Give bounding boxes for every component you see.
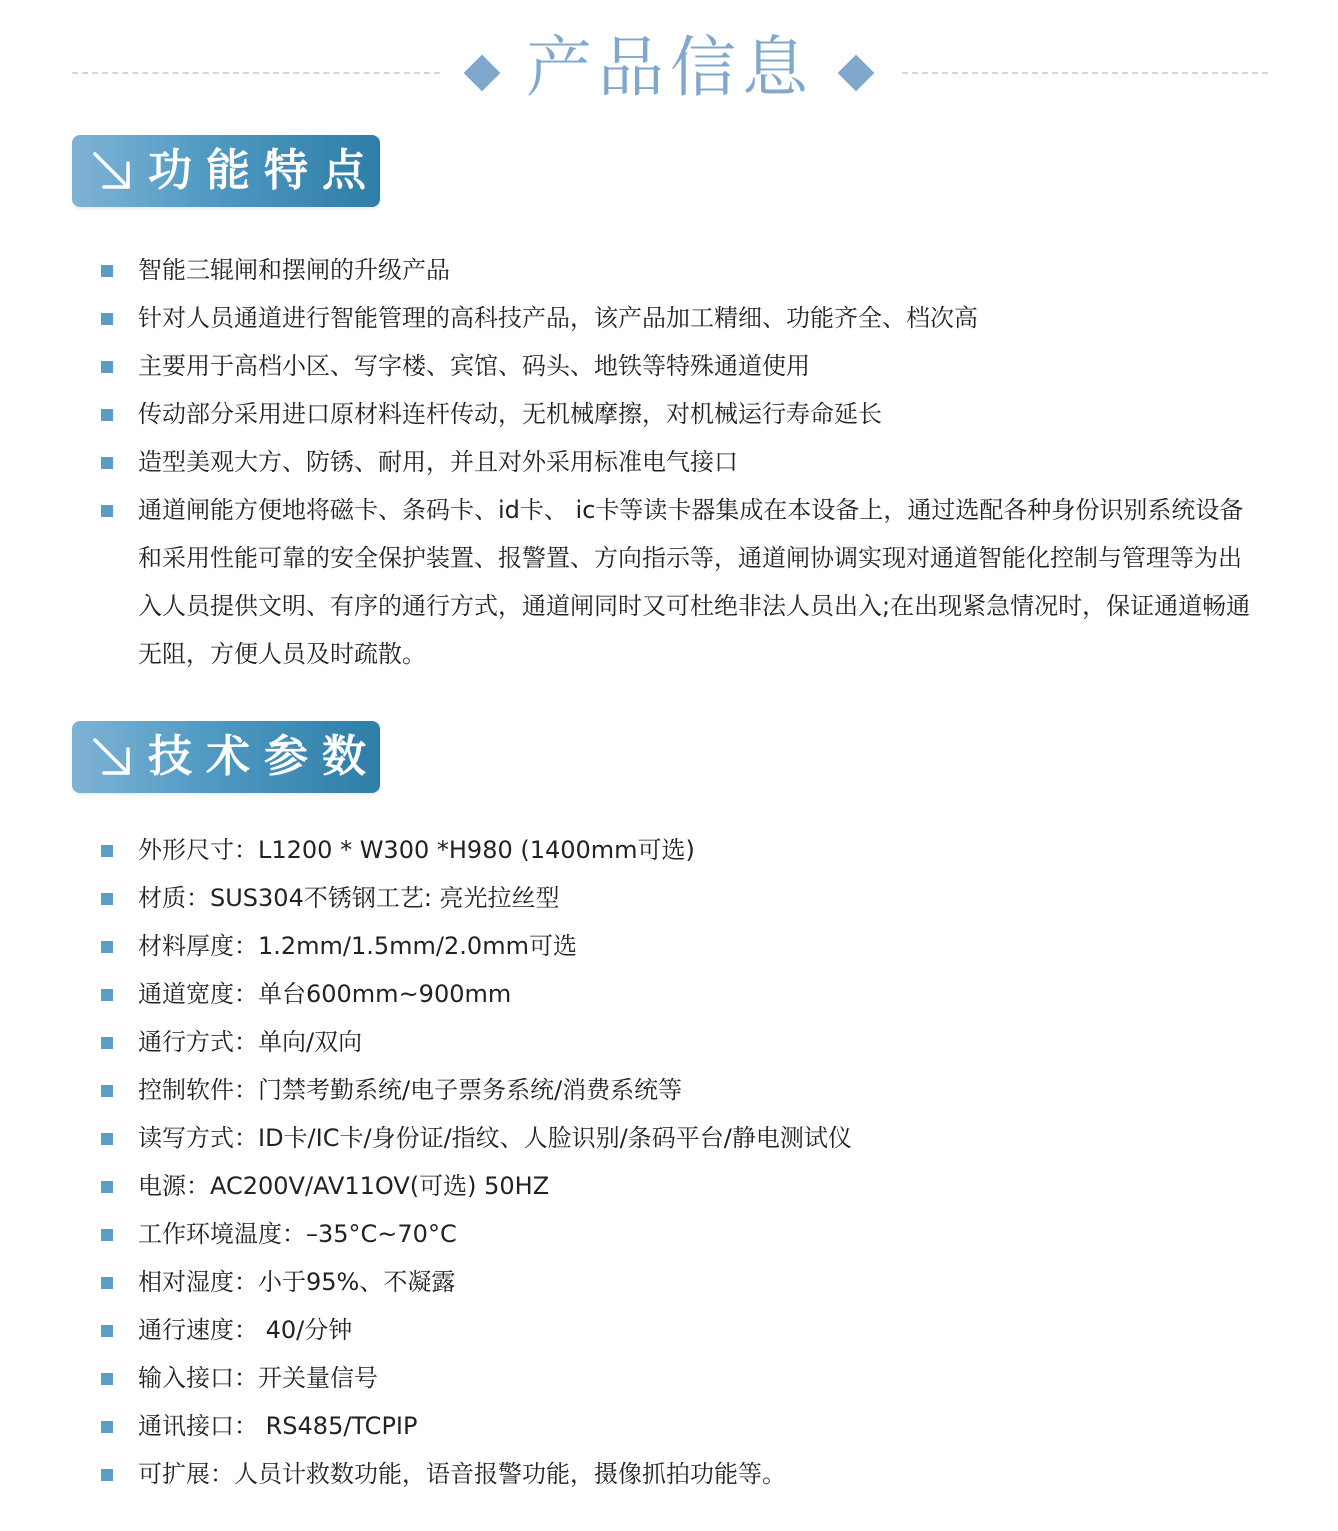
list-item: 通道闸能方便地将磁卡、条码卡、id卡、 ic卡等读卡器集成在本设备上，通过选配各种身份识别系统设备和采用性能可靠的安全保护装置、报警置、方向指示等，通道闸协调实现对通道智能化控制与管理等为出入人员提供文明、有序的通行方式，通道闸同时又可杜绝非法人员出入;在出现紧急情况时，保证通道畅通无阻，方便人员及时疏散。	[100, 486, 1260, 678]
list-item: 造型美观大方、防锈、耐用，并且对外采用标准电气接口	[100, 438, 1260, 486]
square-bullet-icon	[101, 505, 113, 517]
list-item: 控制软件：门禁考勤系统/电子票务系统/消费系统等	[100, 1066, 1260, 1114]
list-item: 传动部分采用进口原材料连杆传动，无机械摩擦，对机械运行寿命延长	[100, 390, 1260, 438]
square-bullet-icon	[101, 1421, 113, 1433]
square-bullet-icon	[101, 1373, 113, 1385]
list-item: 针对人员通道进行智能管理的高科技产品，该产品加工精细、功能齐全、档次高	[100, 294, 1260, 342]
specs-section-title: 技术参数	[148, 731, 380, 782]
list-item: 通行方式：单向/双向	[100, 1018, 1260, 1066]
square-bullet-icon	[101, 893, 113, 905]
arrow-down-right-icon	[90, 735, 134, 779]
square-bullet-icon	[101, 265, 113, 277]
square-bullet-icon	[101, 1277, 113, 1289]
list-item: 材质：SUS304不锈钢工艺: 亮光拉丝型	[100, 874, 1260, 922]
list-item: 相对湿度：小于95%、不凝露	[100, 1258, 1260, 1306]
list-item: 工作环境温度：–35°C~70°C	[100, 1210, 1260, 1258]
square-bullet-icon	[101, 1133, 113, 1145]
square-bullet-icon	[101, 409, 113, 421]
list-item: 输入接口：开关量信号	[100, 1354, 1260, 1402]
title-divider-right	[902, 72, 1268, 74]
list-item: 通行速度： 40/分钟	[100, 1306, 1260, 1354]
specs-list	[100, 826, 1260, 1498]
list-item: 材料厚度：1.2mm/1.5mm/2.0mm可选	[100, 922, 1260, 970]
square-bullet-icon	[101, 361, 113, 373]
square-bullet-icon	[101, 989, 113, 1001]
page-title: 产品信息	[526, 29, 814, 106]
square-bullet-icon	[101, 941, 113, 953]
square-bullet-icon	[101, 1469, 113, 1481]
diamond-icon-left	[464, 55, 501, 92]
square-bullet-icon	[101, 1037, 113, 1049]
list-item: 可扩展：人员计救数功能，语音报警功能，摄像抓拍功能等。	[100, 1450, 1260, 1498]
title-divider-left	[72, 72, 440, 74]
page-title-banner	[0, 22, 1338, 122]
list-item: 智能三辊闸和摆闸的升级产品	[100, 246, 1260, 294]
square-bullet-icon	[101, 1181, 113, 1193]
features-list	[100, 246, 1260, 678]
list-item: 读写方式：ID卡/IC卡/身份证/指纹、人脸识别/条码平台/静电测试仪	[100, 1114, 1260, 1162]
features-section-header	[72, 135, 380, 207]
list-item: 电源：AC200V/AV11OV(可选) 50HZ	[100, 1162, 1260, 1210]
list-item: 外形尺寸：L1200 * W300 *H980 (1400mm可选)	[100, 826, 1260, 874]
arrow-down-right-icon	[90, 149, 134, 193]
specs-section-header	[72, 721, 380, 793]
square-bullet-icon	[101, 1325, 113, 1337]
square-bullet-icon	[101, 313, 113, 325]
list-item: 通道宽度：单台600mm~900mm	[100, 970, 1260, 1018]
square-bullet-icon	[101, 1229, 113, 1241]
square-bullet-icon	[101, 457, 113, 469]
list-item: 通讯接口： RS485/TCPIP	[100, 1402, 1260, 1450]
square-bullet-icon	[101, 1085, 113, 1097]
square-bullet-icon	[101, 845, 113, 857]
list-item: 主要用于高档小区、写字楼、宾馆、码头、地铁等特殊通道使用	[100, 342, 1260, 390]
features-section-title: 功能特点	[148, 145, 380, 196]
diamond-icon-right	[838, 55, 875, 92]
